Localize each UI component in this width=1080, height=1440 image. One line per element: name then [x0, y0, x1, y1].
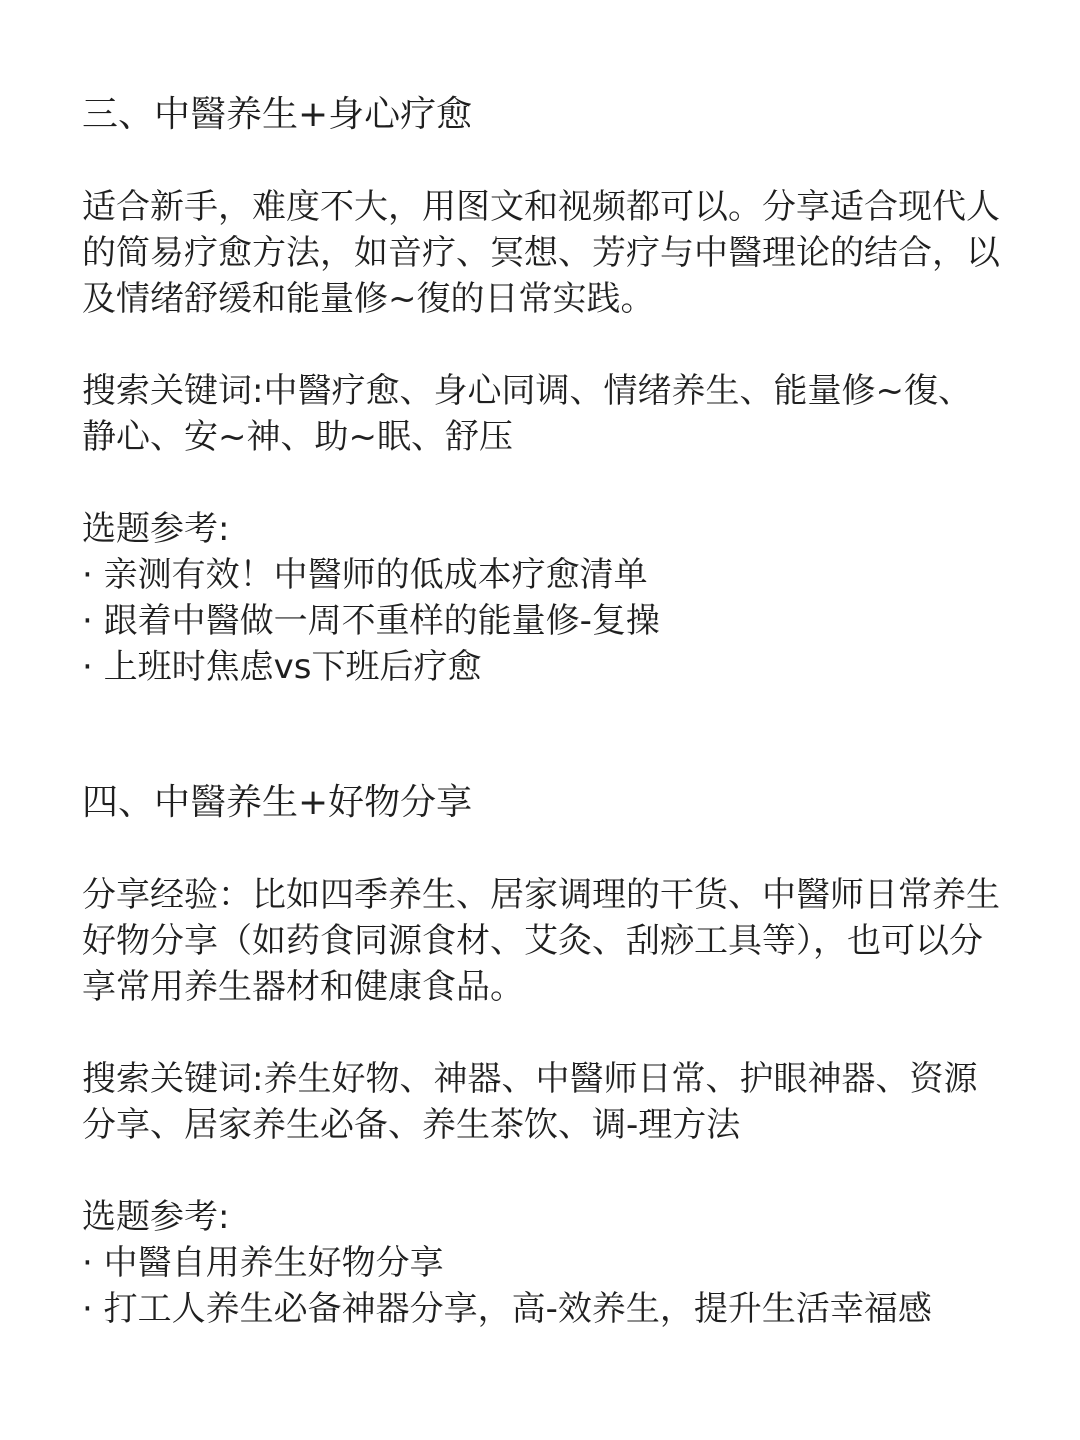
section-4-intro: 分享经验：比如四季养生、居家调理的干货、中醫师日常养生好物分享（如药食同源食材、艾灸、刮痧工具等），也可以分享常用养生器材和健康食品。 [82, 875, 1000, 1007]
section-4-topics-label: 选题参考: [82, 1197, 230, 1237]
list-item: · 上班时焦虑vs下班后疗愈 [82, 647, 482, 687]
list-item: · 跟着中醫做一周不重样的能量修-复操 [82, 601, 660, 641]
section-4-keywords: 搜索关键词:养生好物、神器、中醫师日常、护眼神器、资源分享、居家养生必备、养生茶饮、调-理方法 [82, 1059, 978, 1145]
section-3-topics-label: 选题参考: [82, 509, 230, 549]
section-3-keywords: 搜索关键词:中醫疗愈、身心同调、情绪养生、能量修~復、静心、安~神、助~眠、舒压 [82, 371, 972, 457]
list-item: · 亲测有效！中醫师的低成本疗愈清单 [82, 555, 648, 595]
section-4-title: 四、中醫养生+好物分享 [82, 782, 473, 823]
section-3-intro: 适合新手，难度不大，用图文和视频都可以。分享适合现代人的简易疗愈方法，如音疗、冥想、芳疗与中醫理论的结合，以及情绪舒缓和能量修~復的日常实践。 [82, 187, 1000, 319]
section-3 [82, 92, 1000, 690]
section-3-topics-list [82, 552, 1000, 690]
section-4-topics-list [82, 1240, 1000, 1332]
list-item: · 中醫自用养生好物分享 [82, 1243, 444, 1283]
list-item: · 打工人养生必备神器分享，高-效养生，提升生活幸福感 [82, 1289, 932, 1329]
section-3-title: 三、中醫养生+身心疗愈 [82, 94, 473, 135]
section-4 [82, 780, 1000, 1332]
